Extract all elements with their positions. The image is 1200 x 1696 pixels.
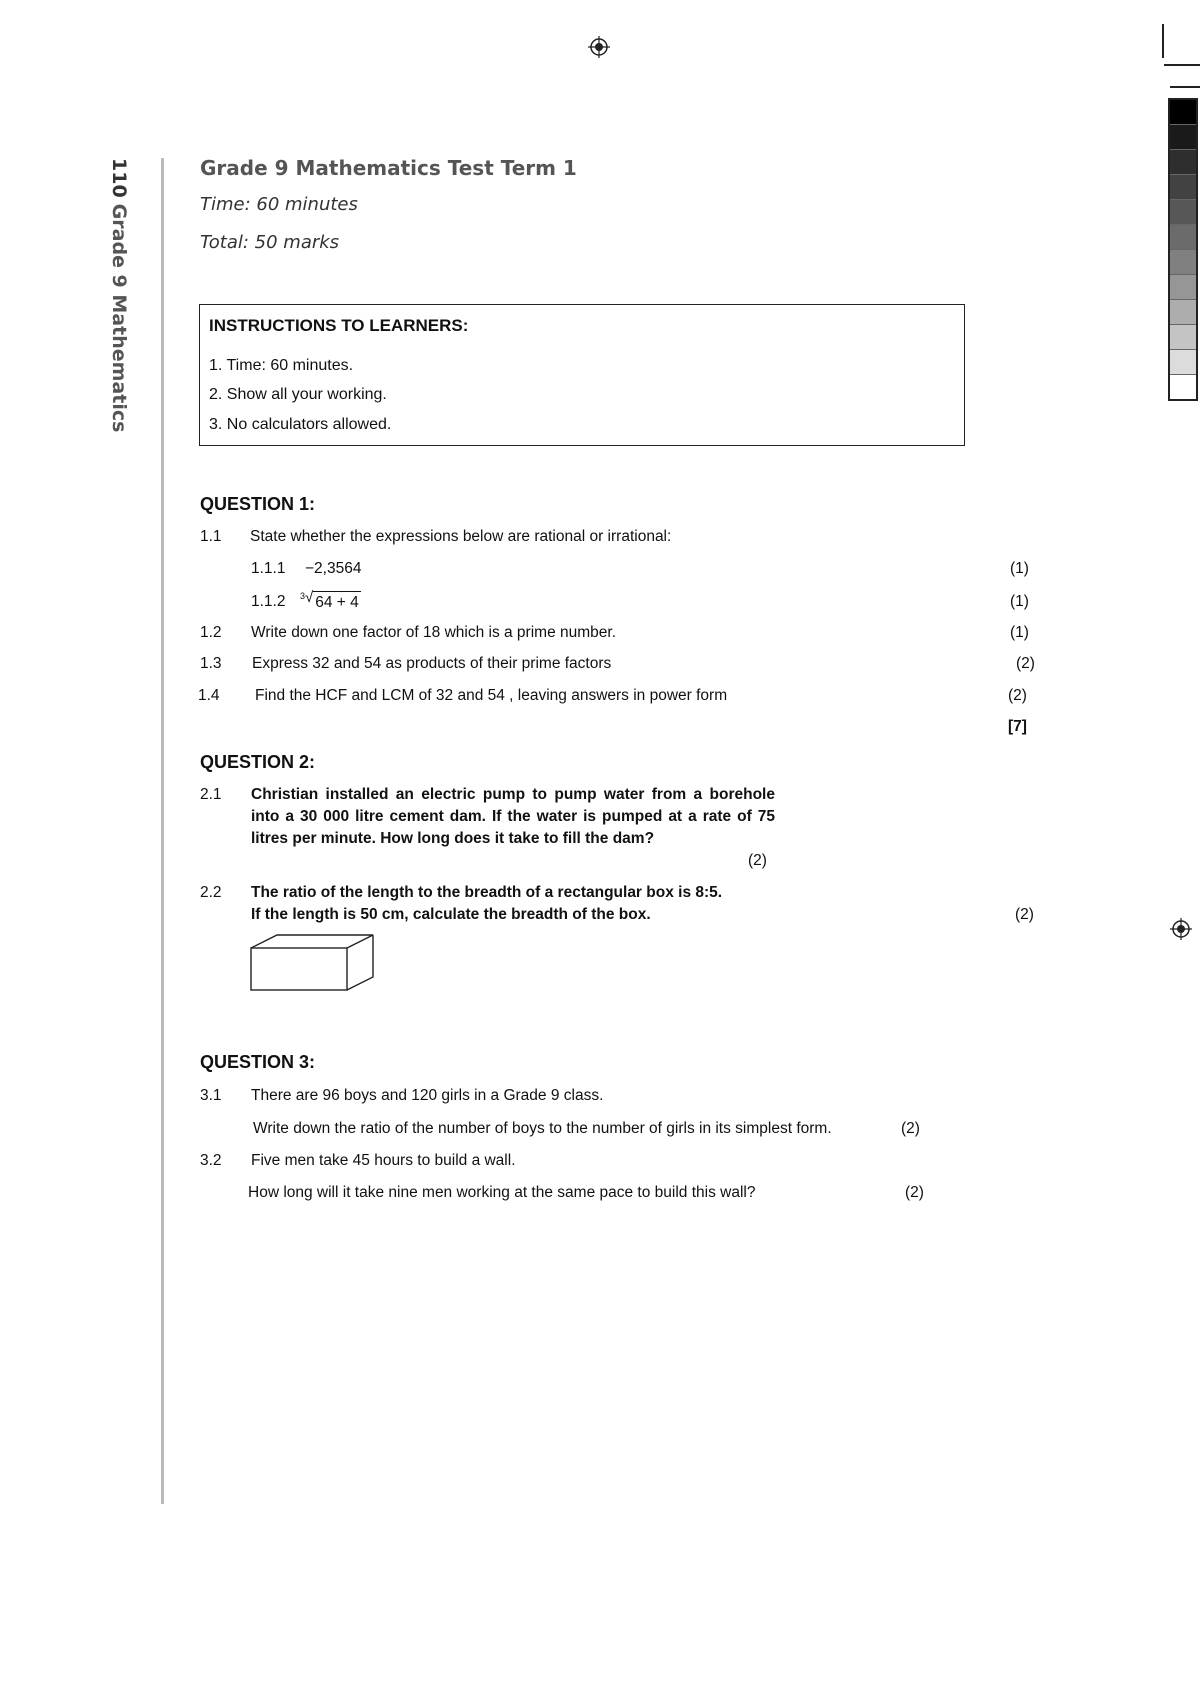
- running-head: [108, 158, 130, 432]
- grayscale-swatch: [1170, 300, 1196, 325]
- margin-rule: [161, 158, 164, 1504]
- question-text: Write down the ratio of the number of boys to the number of girls in its simplest form.: [253, 1120, 832, 1137]
- registration-mark-icon: [588, 36, 610, 58]
- radical-index: 3: [300, 591, 306, 601]
- question-text: There are 96 boys and 120 girls in a Grade 9 class.: [251, 1087, 604, 1104]
- question-text: Find the HCF and LCM of 32 and 54 , leaving answers in power form: [255, 687, 728, 704]
- instruction-item: 3. No calculators allowed.: [209, 416, 392, 433]
- registration-mark-icon: [1170, 918, 1192, 940]
- grayscale-swatch: [1170, 175, 1196, 200]
- grayscale-swatch: [1170, 200, 1196, 225]
- question-text: State whether the expressions below are rational or irrational:: [250, 528, 672, 545]
- marks-label: (2): [1008, 687, 1027, 704]
- radicand: 64 + 4: [313, 591, 361, 612]
- marks-label: (1): [1010, 624, 1029, 641]
- total-marks: Total: 50 marks: [200, 232, 340, 253]
- section-total: [7]: [1008, 718, 1027, 735]
- instruction-item: 1. Time: 60 minutes.: [209, 357, 354, 374]
- question-number: 3.2: [200, 1152, 222, 1169]
- grayscale-swatch: [1170, 375, 1196, 399]
- cube-root-expression: [300, 586, 361, 612]
- page-title: Grade 9 Mathematics Test Term 1: [200, 156, 577, 180]
- expression: −2,3564: [305, 560, 362, 577]
- running-head-title: Grade 9 Mathematics: [108, 203, 130, 433]
- question-2-heading: QUESTION 2:: [200, 752, 316, 772]
- question-number: 2.2: [200, 884, 222, 901]
- grayscale-swatch: [1170, 100, 1196, 125]
- question-text: The ratio of the length to the breadth of a rectangular box is 8:5.: [251, 884, 723, 901]
- question-number: 3.1: [200, 1087, 222, 1104]
- marks-label: (1): [1010, 593, 1029, 610]
- marks-label: (1): [1010, 560, 1029, 577]
- question-number: 1.3: [200, 655, 222, 672]
- grayscale-swatch: [1170, 350, 1196, 375]
- marks-label: (2): [901, 1120, 920, 1137]
- marks-label: (2): [905, 1184, 924, 1201]
- question-3-heading: QUESTION 3:: [200, 1052, 316, 1072]
- question-text: How long will it take nine men working at the same pace to build this wall?: [248, 1184, 756, 1201]
- question-number: 2.1: [200, 786, 222, 803]
- question-text: Express 32 and 54 as products of their prime factors: [252, 655, 612, 672]
- grayscale-swatch: [1170, 225, 1196, 250]
- instructions-title: INSTRUCTIONS TO LEARNERS:: [209, 316, 469, 335]
- grayscale-swatch: [1170, 150, 1196, 175]
- question-text: If the length is 50 cm, calculate the breadth of the box.: [251, 906, 651, 923]
- instruction-item: 2. Show all your working.: [209, 386, 387, 403]
- crop-mark: [1164, 64, 1200, 66]
- question-number: 1.1.1: [251, 560, 286, 577]
- box-diagram-icon: [250, 934, 378, 997]
- question-1-heading: QUESTION 1:: [200, 494, 316, 514]
- grayscale-swatch: [1170, 275, 1196, 300]
- grayscale-swatch: [1170, 250, 1196, 275]
- page-number: 110: [108, 158, 130, 198]
- marks-label: (2): [1016, 655, 1035, 672]
- grayscale-swatch: [1170, 125, 1196, 150]
- question-text: Five men take 45 hours to build a wall.: [251, 1152, 516, 1169]
- marks-label: (2): [748, 852, 767, 869]
- question-number: 1.1: [200, 528, 222, 545]
- crop-mark: [1170, 86, 1200, 88]
- grayscale-strip: [1168, 98, 1198, 401]
- question-text: Write down one factor of 18 which is a prime number.: [251, 624, 616, 641]
- question-text: Christian installed an electric pump to pump water from a borehole into a 30 000 litre cement dam. If the water is pumped at a rate of 75 litres per minute. How long does it take to fill the dam?: [251, 786, 775, 847]
- crop-mark: [1162, 24, 1164, 58]
- grayscale-swatch: [1170, 325, 1196, 350]
- radical-sign: √: [305, 589, 314, 606]
- question-number: 1.4: [198, 687, 220, 704]
- time-allowed: Time: 60 minutes: [200, 194, 358, 215]
- question-number: 1.2: [200, 624, 222, 641]
- marks-label: (2): [1015, 906, 1034, 923]
- question-number: 1.1.2: [251, 593, 286, 610]
